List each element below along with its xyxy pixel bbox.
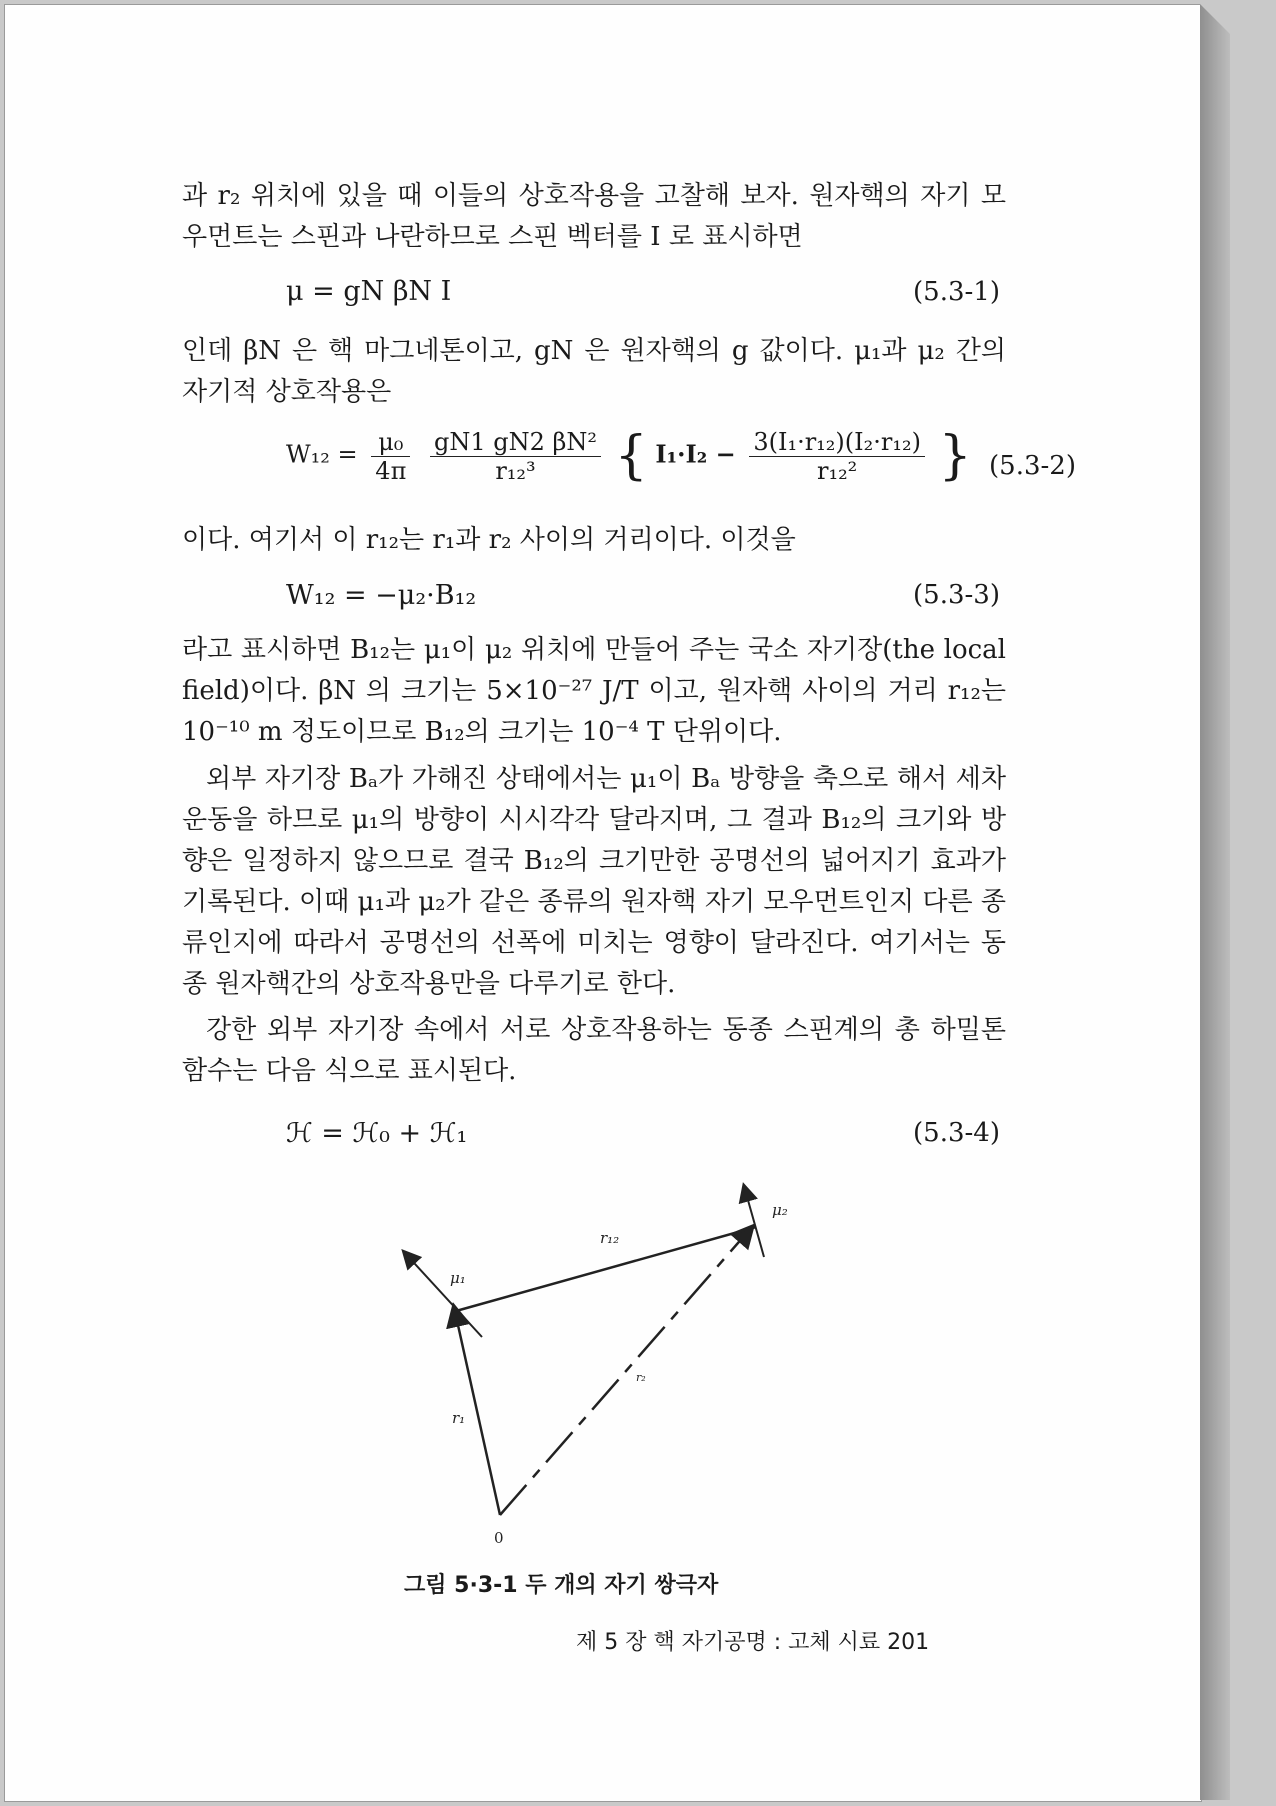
paragraph-2: 인데 βN 은 핵 마그네톤이고, gN 은 원자핵의 g 값이다. μ₁과 μ₂ 간의 자기적 상호작용은: [182, 336, 1006, 407]
label-mu2: μ₂: [772, 1201, 788, 1219]
fraction-gn: $\frac{\text{gN1 gN2 βN²}}{\text{r₁₂³}}$: [430, 428, 601, 485]
equation-4: ℋ = ℋ₀ + ℋ₁: [286, 1118, 468, 1149]
page-edge: [1200, 4, 1230, 1800]
label-origin: 0: [494, 1529, 504, 1547]
equation-1: μ = gN βN I: [286, 276, 452, 307]
paragraph-5: 외부 자기장 Bₐ가 가해진 상태에서는 μ₁이 Bₐ 방향을 축으로 해서 세차운동을 하므로 μ₁의 방향이 시시각각 달라지며, 그 결과 B₁₂의 크기와 방향은 일정하지 않으므로 결국 B₁₂의 크기만한 공명선의 넓어지기 효과가 기록된다. 이때 μ₁과 μ₂가 같은 종류의 원자핵 자기 모우먼트인지 다른 종류인지에 따라서 공명선의 선폭에 미치는 영향이 달라진다. 여기서는 동종 원자핵간의 상호작용만을 다루기로 한다.: [182, 764, 1006, 999]
label-r12: r₁₂: [600, 1229, 620, 1247]
vector-r2: [500, 1227, 752, 1515]
fraction-mu0: $\frac{\text{μ₀}}{4\pi}$: [371, 428, 410, 485]
fraction-dipole: $\frac{\text{3(I₁·r₁₂)(I₂·r₁₂)}}{\text{r₁₂²}}$: [749, 428, 925, 485]
paragraph-1: 과 r₂ 위치에 있을 때 이들의 상호작용을 고찰해 보자. 원자핵의 자기 모우먼트는 스핀과 나란하므로 스핀 벡터를 I 로 표시하면: [182, 181, 1006, 252]
equation-3: W₁₂ = −μ₂·B₁₂: [286, 580, 477, 611]
dipole-mu1: [404, 1252, 482, 1337]
paragraph-4: 라고 표시하면 B₁₂는 μ₁이 μ₂ 위치에 만들어 주는 국소 자기장(the local field)이다. βN 의 크기는 5×10⁻²⁷ J/T 이고, 원자핵 사이의 거리 r₁₂는 10⁻¹⁰ m 정도이므로 B₁₂의 크기는 10⁻⁴ T 단위이다.: [182, 635, 1006, 747]
equation-2: W₁₂ = $\frac{\text{μ₀}}{4\pi}$ $\frac{\text{gN1 gN2 βN²}}{\text{r₁₂³}}$ { I₁·I₂ − $\frac{\text{3(I₁·r₁₂)(I₂·r₁₂)}}{\text{r₁₂²}}$ }: [286, 426, 972, 486]
figure-caption: 그림 5·3-1 두 개의 자기 쌍극자: [404, 1573, 719, 1598]
label-r1: r₁: [452, 1409, 466, 1427]
paragraph-3: 이다. 여기서 이 r₁₂는 r₁과 r₂ 사이의 거리이다. 이것을: [182, 525, 796, 555]
equation-2-number: (5.3-2): [989, 451, 1076, 481]
label-r2: r₂: [636, 1371, 646, 1384]
dipole-diagram: [380, 1175, 840, 1555]
dipole-mu2: [744, 1186, 764, 1257]
paragraph-6: 강한 외부 자기장 속에서 서로 상호작용하는 동종 스핀계의 총 하밀톤함수는 다음 식으로 표시된다.: [182, 1015, 1006, 1086]
label-mu1: μ₁: [450, 1269, 466, 1287]
page-footer: 제 5 장 핵 자기공명 : 고체 시료 201: [576, 1630, 930, 1655]
equation-3-number: (5.3-3): [913, 580, 1000, 610]
equation-4-number: (5.3-4): [913, 1118, 1000, 1148]
equation-1-number: (5.3-1): [913, 277, 1000, 307]
